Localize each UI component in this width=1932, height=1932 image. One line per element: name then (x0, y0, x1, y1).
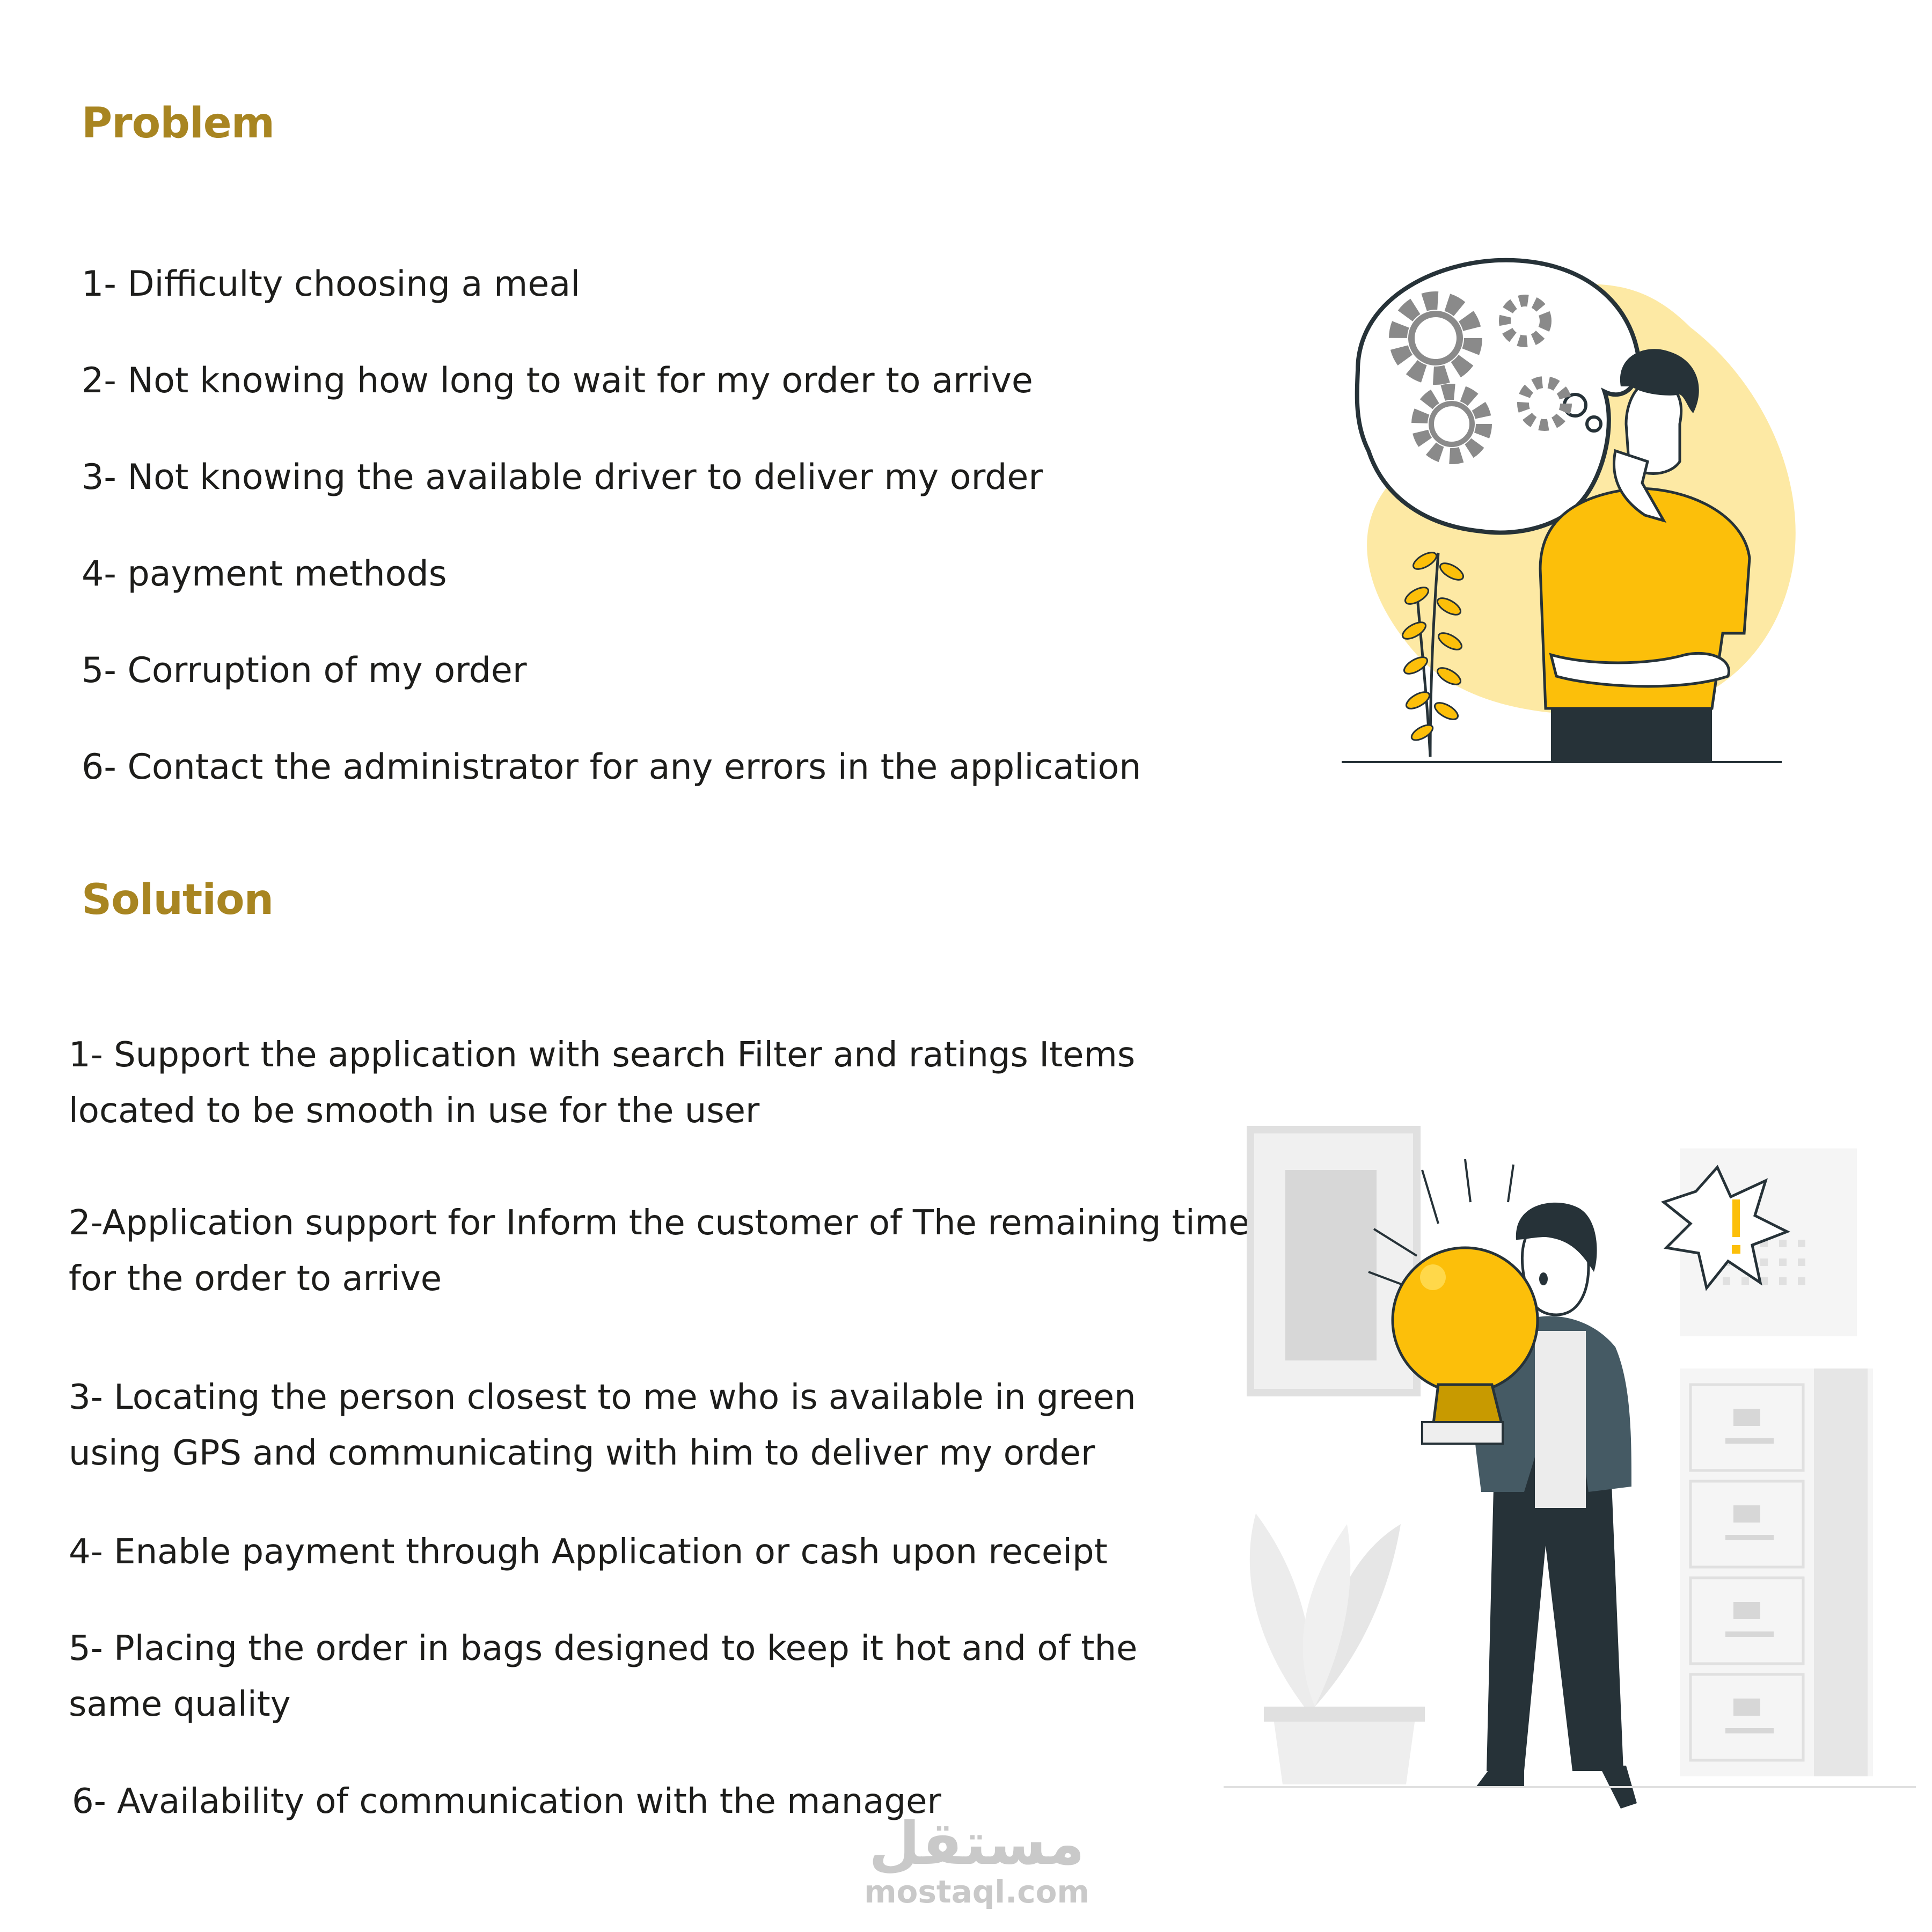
problem-item-2: 2- Not knowing how long to wait for my order to arrive (82, 361, 1033, 401)
solution-heading: Solution (82, 876, 274, 924)
solution-item-2: 2-Application support for Inform the customer of The remaining time for the order to arrive (69, 1203, 1250, 1299)
problem-heading: Problem (82, 99, 274, 148)
problem-item-3: 3- Not knowing the available driver to deliver my order (82, 457, 1043, 497)
problem-item-6: 6- Contact the administrator for any errors in the application (82, 747, 1141, 787)
mostaql-logo: مستقل (868, 1809, 1085, 1878)
mostaql-watermark (853, 1809, 1100, 1911)
problem-item-5: 5- Corruption of my order (82, 650, 527, 691)
solution-item-1: 1- Support the application with search Filter and ratings Items located to be smooth in use for the user (69, 1035, 1136, 1131)
mostaql-url: mostaql.com (864, 1874, 1089, 1910)
solution-item-3: 3- Locating the person closest to me who is available in green using GPS and communicating with him to deliver my order (69, 1378, 1136, 1473)
thinking-person-illustration (1336, 247, 1809, 778)
problem-item-4: 4- payment methods (82, 554, 447, 594)
problem-item-1: 1- Difficulty choosing a meal (82, 264, 581, 304)
solution-item-6: 6- Availability of communication with the manager (72, 1782, 941, 1821)
solution-item-4: 4- Enable payment through Application or cash upon receipt (69, 1532, 1108, 1572)
lightbulb-person-illustration (1224, 1116, 1921, 1814)
solution-item-5: 5- Placing the order in bags designed to keep it hot and of the same quality (69, 1629, 1138, 1724)
